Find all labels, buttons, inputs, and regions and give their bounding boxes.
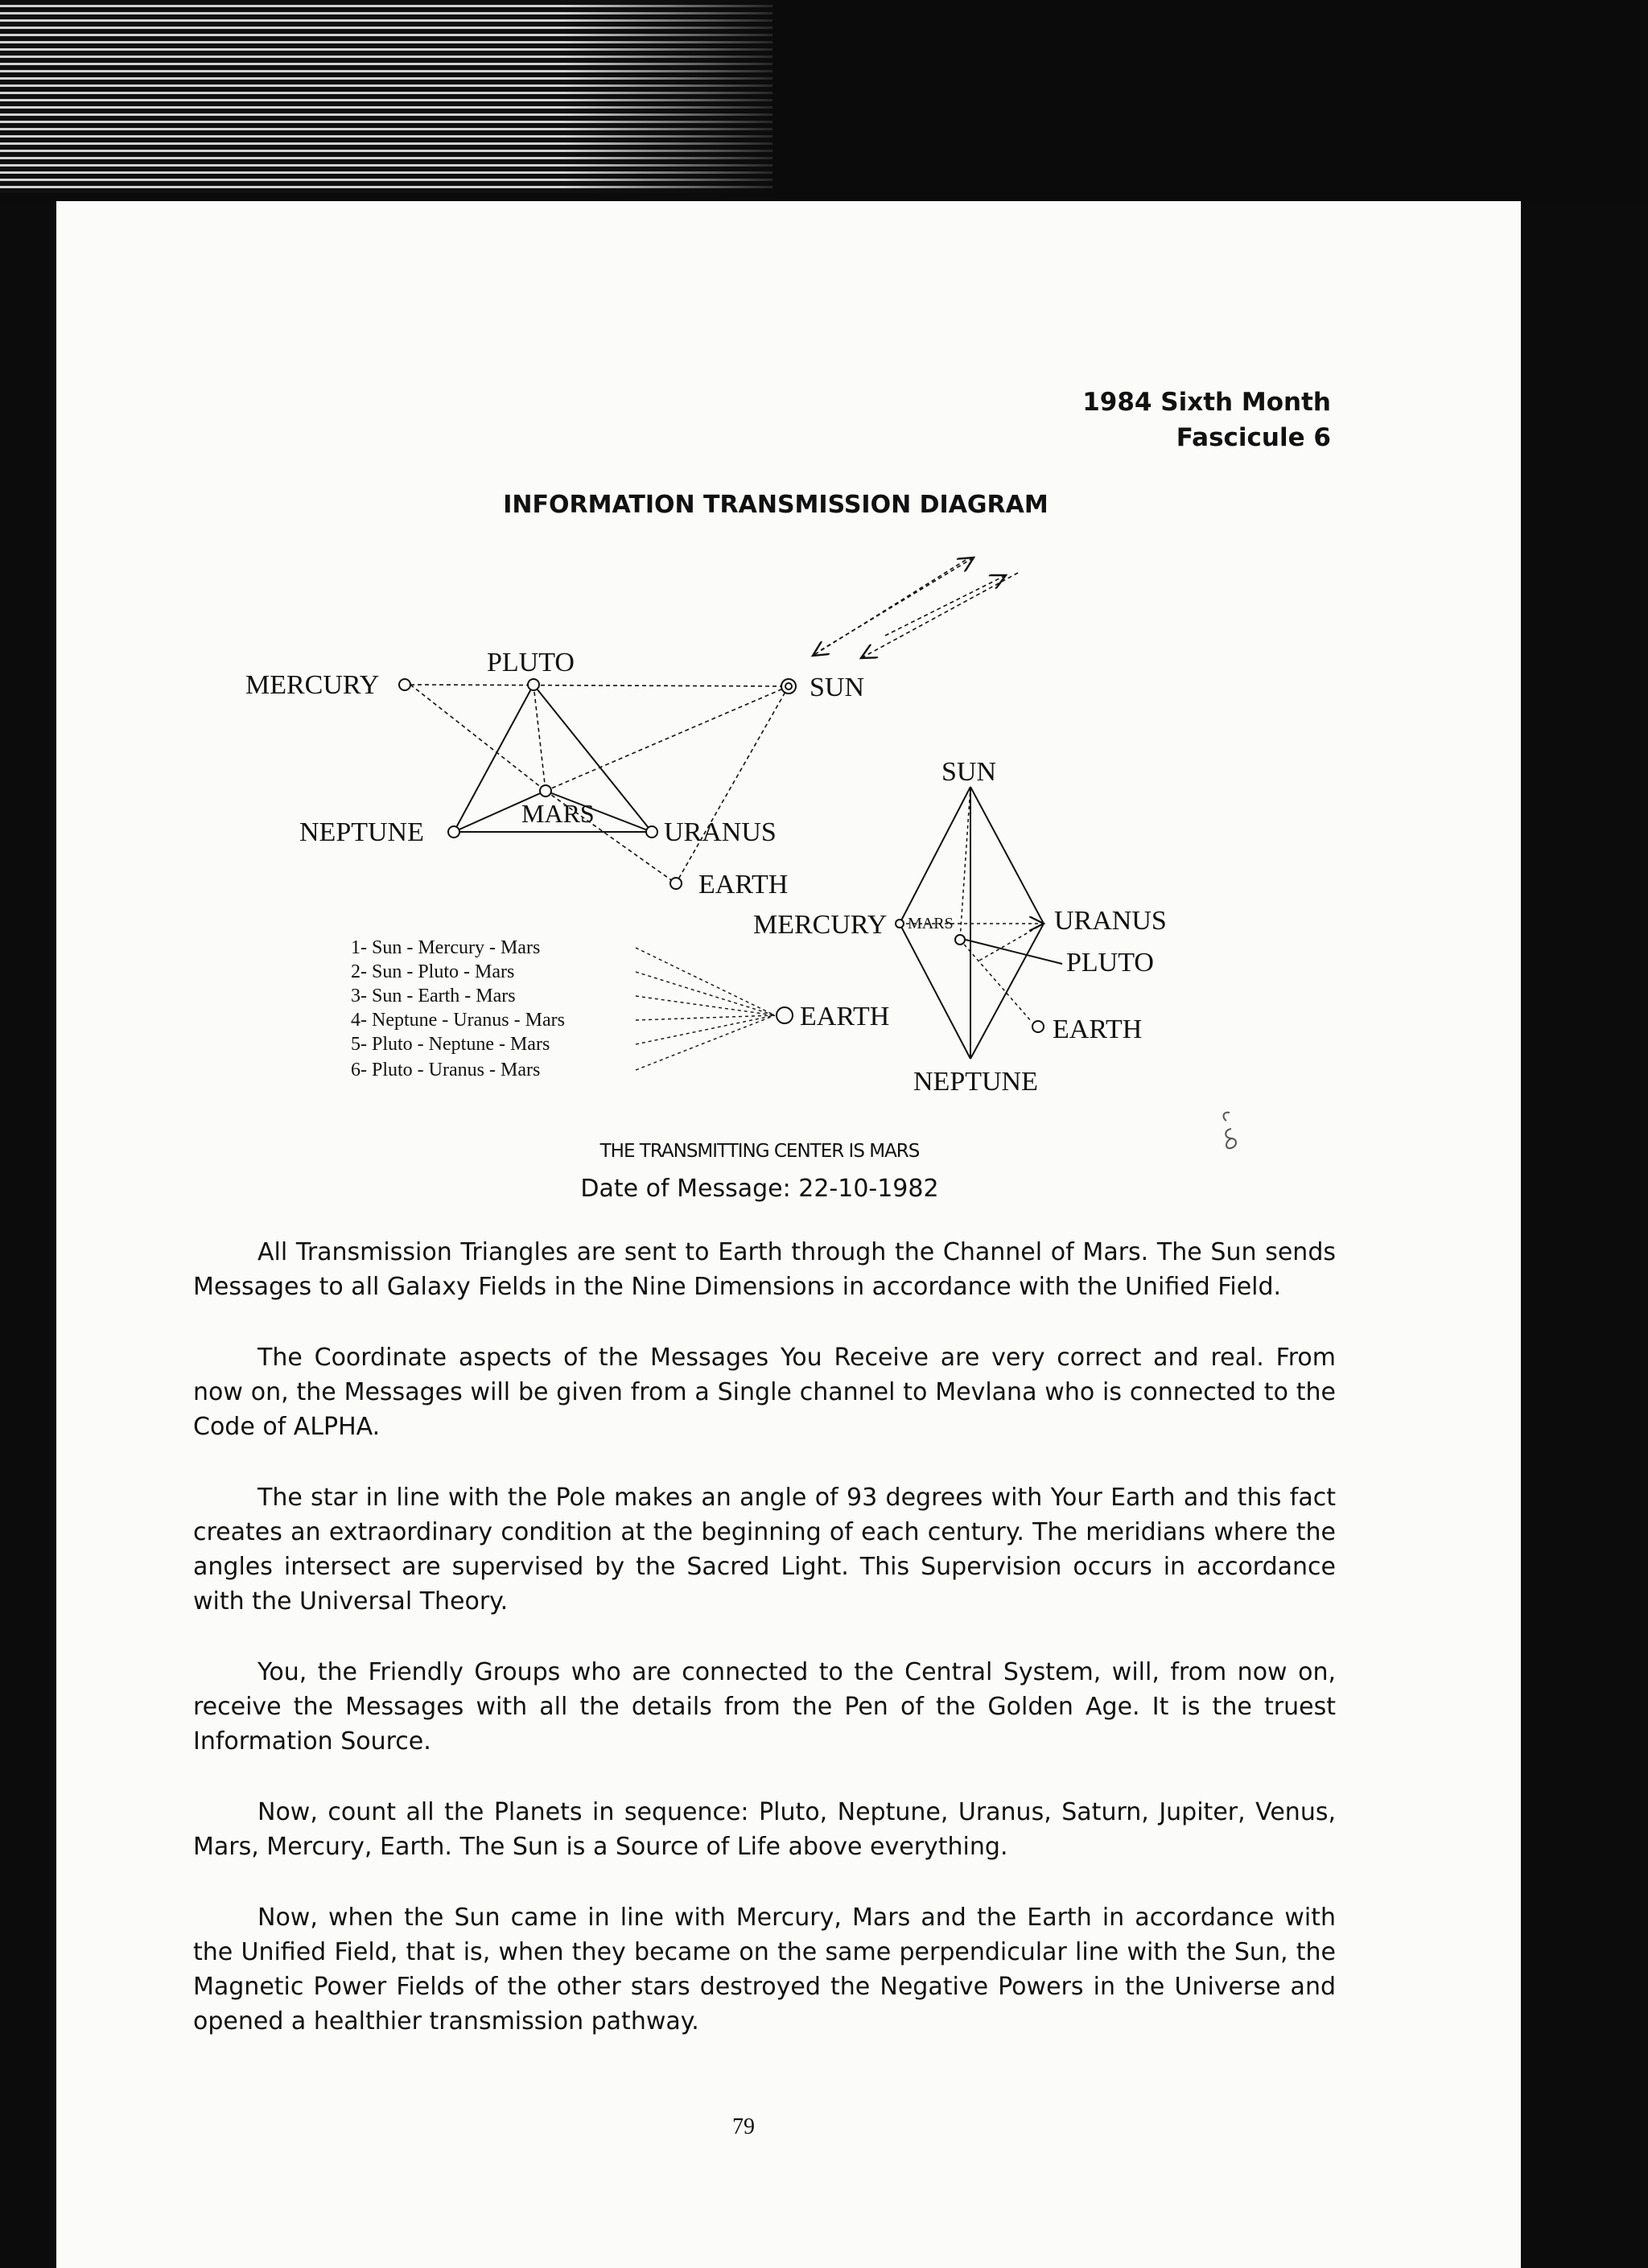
d1-mars-label: MARS (521, 799, 595, 828)
d2-mercury-marker-icon (896, 920, 904, 928)
triangle-item-1: 1- Sun - Mercury - Mars (351, 937, 541, 958)
header-fascicule: Fascicule 6 (1176, 423, 1331, 452)
d2-sun-label: SUN (941, 757, 997, 787)
diagram2-dashed (900, 787, 1044, 1022)
diagram-title: INFORMATION TRANSMISSION DIAGRAM (503, 491, 1049, 519)
earth-marker-icon (670, 878, 682, 889)
paragraph: The star in line with the Pole makes an angle of 93 degrees with Your Earth and this fact creates an extraordinary condition at the beginning of each century. The meridians where the angles intersect are supervised by the Sacred Light. This Supervision occurs in accordance with the Universal Theory. (193, 1484, 1336, 1616)
converge-line-4 (636, 1015, 775, 1020)
triangle-item-4: 4- Neptune - Uranus - Mars (351, 1010, 565, 1031)
d1-mercury-label: MERCURY (245, 670, 380, 700)
sun-mars-dash (546, 686, 789, 791)
d2-neptune-label: NEPTUNE (913, 1067, 1038, 1097)
mars-marker-icon (540, 785, 551, 796)
d1-earth-label: EARTH (698, 870, 789, 899)
handwritten-mark-icon (1215, 1106, 1247, 1155)
sun-mercury-line (900, 787, 970, 924)
d2-mars-label: MARS (908, 915, 954, 932)
d1-pluto-label: PLUTO (487, 648, 575, 677)
pluto-mars-dash (534, 685, 546, 791)
d1-neptune-label: NEPTUNE (299, 817, 424, 847)
sun-uranus-line (970, 787, 1044, 924)
uranus-marker-icon (646, 826, 657, 838)
d2-uranus-label: URANUS (1054, 906, 1167, 936)
sun-earth-dash (676, 686, 789, 883)
transmitting-center-caption: THE TRANSMITTING CENTER IS MARS (599, 1141, 920, 1162)
sun-arrow-out-1 (821, 558, 974, 650)
triangle-item-3: 3- Sun - Earth - Mars (351, 986, 516, 1006)
d1-sun-label: SUN (810, 673, 865, 702)
d2-pluto-label: PLUTO (1066, 948, 1154, 978)
converge-line-6 (636, 1015, 775, 1070)
sun-mars-dash-2 (960, 787, 970, 940)
sun-arrow-in-1 (813, 560, 966, 656)
pluto-marker-icon (528, 679, 539, 690)
triangle-item-6: 6- Pluto - Uranus - Mars (351, 1060, 541, 1080)
paragraph: Now, count all the Planets in sequence: Pluto, Neptune, Uranus, Saturn, Jupiter, Venus, Mars, Mercury, Earth. The Sun is a Source of Life above everything. (193, 1798, 1336, 1861)
converge-line-1 (636, 948, 775, 1015)
paragraph: All Transmission Triangles are sent to Earth through the Channel of Mars. The Sun sends Messages to all Galaxy Fields in the Nine Dimensions in accordance with the Unified Field. (193, 1238, 1336, 1301)
triangle-item-2: 2- Sun - Pluto - Mars (351, 961, 515, 982)
list-earth-marker-icon (777, 1007, 793, 1023)
page-number: 79 (732, 2114, 755, 2139)
diagram1-labels (245, 648, 864, 899)
paragraph: The Coordinate aspects of the Messages You Receive are very correct and real. From now on, the Messages will be given from a Single channel to Mevlana who is connected to the Code of ALPHA. (193, 1344, 1336, 1441)
d2-earth-label: EARTH (1053, 1015, 1143, 1044)
d2-earth-marker-icon (1032, 1021, 1044, 1032)
triangle-item-5: 5- Pluto - Neptune - Mars (351, 1034, 550, 1055)
paragraph: Now, when the Sun came in line with Mercury, Mars and the Earth in accordance with the Unified Field, that is, when they became on the same perpendicular line with the Sun, the Magnetic Power Fields of the other stars destroyed the Negative Powers in the Universe and opened a healthier transmission pathway. (193, 1904, 1336, 2035)
d1-uranus-label: URANUS (664, 817, 777, 847)
converge-line-2 (636, 972, 775, 1015)
sun-marker-core-icon (785, 683, 792, 689)
sun-arrow-in-2 (861, 573, 1018, 658)
d2-mars-marker-icon (955, 935, 965, 945)
sun-arrow-out-2 (885, 575, 1006, 636)
mercury-marker-icon (399, 679, 410, 690)
header-date: 1984 Sixth Month (1082, 388, 1331, 417)
triangles-list (351, 937, 565, 1080)
message-date: Date of Message: 22-10-1982 (580, 1175, 939, 1203)
paragraph: You, the Friendly Groups who are connected to the Central System, will, from now on, receive the Messages with all the details from the Pen of the Golden Age. It is the truest Information Source. (193, 1658, 1336, 1756)
list-earth-label: EARTH (800, 1002, 890, 1031)
message-body (193, 1235, 1336, 2075)
d2-mercury-label: MERCURY (753, 910, 888, 940)
neptune-marker-icon (448, 826, 459, 838)
triangles-converge-lines (636, 948, 775, 1070)
mercury-sun-dash (410, 685, 789, 686)
diagram1-markers (399, 679, 796, 889)
